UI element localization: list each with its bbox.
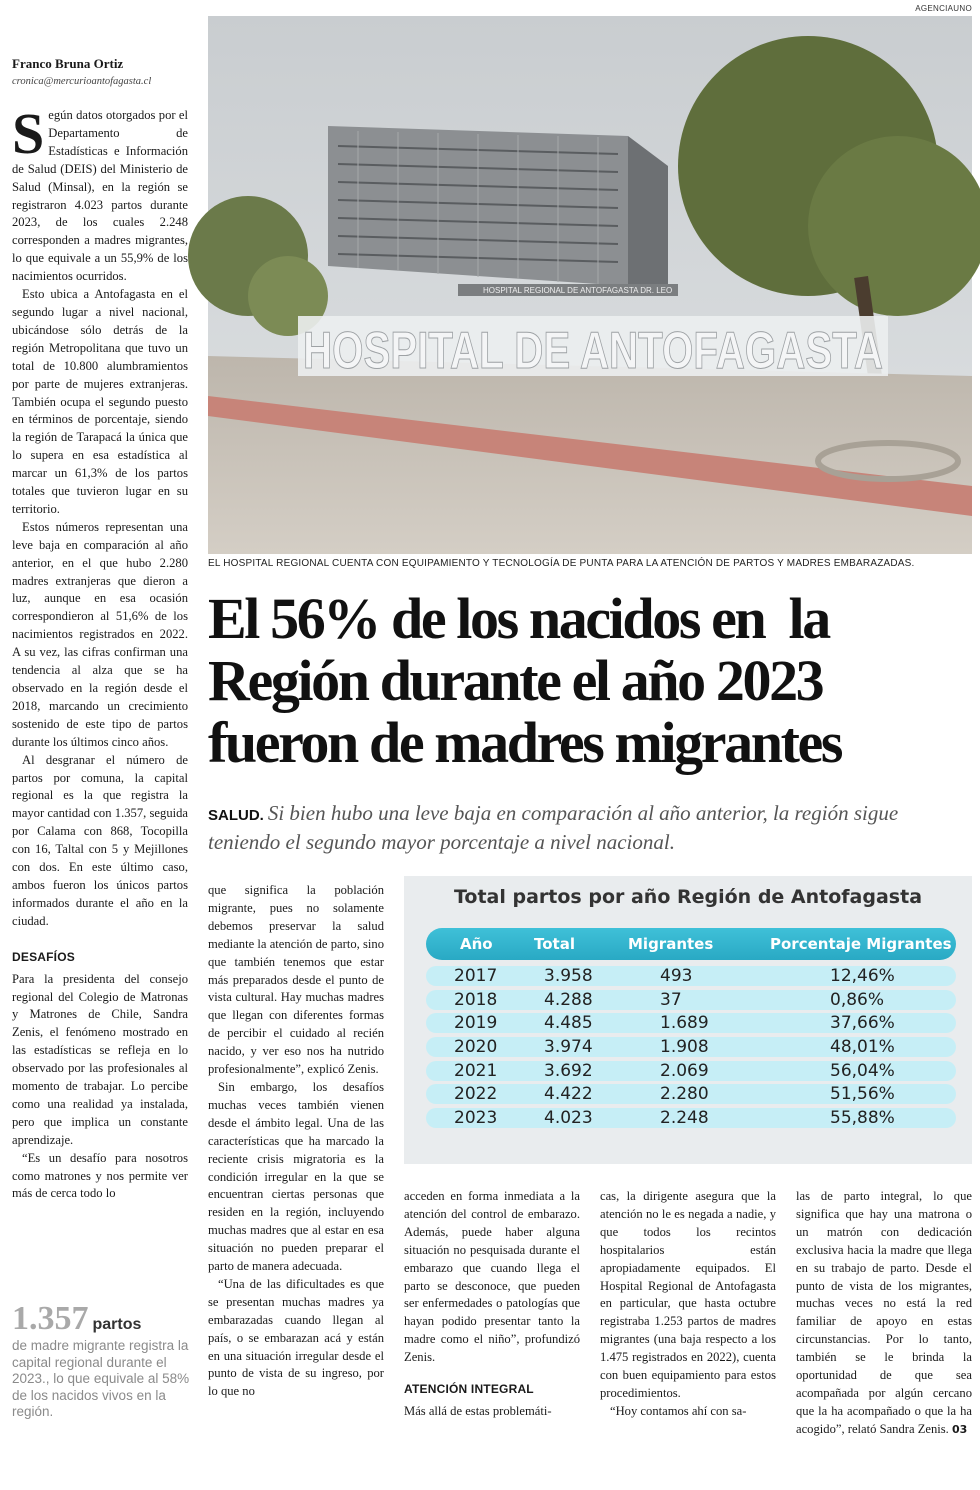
paragraph: “Una de las dificultades es que se presentan muchas madres ya embarazadas cuando llegan al país, o se embarazan acá y están en una situación irregular desde el punto de vista de su ingreso, por lo que no	[208, 1276, 384, 1399]
drop-cap: S	[12, 101, 45, 166]
deck	[208, 800, 972, 856]
headline-line: El 56% de los nacidos en la	[208, 586, 829, 651]
photo-caption: EL HOSPITAL REGIONAL CUENTA CON EQUIPAMIENTO Y TECNOLOGÍA DE PUNTA PARA LA ATENCIÓN DE PARTOS Y MADRES EMBARAZADAS.	[208, 558, 915, 569]
table-row: 2019 4.485 1.689 37,66%	[426, 1013, 956, 1033]
author-name: Franco Bruna Ortiz	[12, 56, 124, 71]
deck-text: Si bien hubo una leve baja en comparación al año anterior, la región sigue teniendo el segundo mayor porcentaje a nivel nacional.	[208, 801, 899, 854]
left-column	[12, 56, 188, 1203]
photo-credit: AGENCIAUNO	[915, 4, 972, 13]
paragraph: Según datos otorgados por el Departamento de Estadísticas e Información de Salud (DEIS) del Ministerio de Salud (Minsal), en la región se registraron 4.023 partos durante 2023, de los cuales 2.248 corresponden a madres migrantes, lo que equivale a un 55,9% de los nacimientos ocurridos.	[12, 101, 188, 284]
paragraph: acceden en forma inmediata a la atención del control de embarazo. Además, puede haber alguna situación no pesquisada durante el embarazo que cuando llega el parto se desconoce, que pueden ser enfermedades o patologías que hayan podido presentar tanto la madre como el niño”, profundizó Zenis.	[404, 1189, 580, 1365]
paragraph: Esto ubica a Antofagasta en el segundo lugar a nivel nacional, ubicándose sólo detrás de la región Metropolitana que tuvo un total de 10.800 alumbramientos por parte de mujeres extranjeras. También ocupa el segundo puesto en términos de porcentaje, siendo la región de Tarapacá la única que lo supera en esa estadística al marcar un 61,3% de los partos totales que tuvieron lugar en su territorio.	[12, 287, 188, 516]
author-email[interactable]: cronica@mercurioantofagasta.cl	[12, 76, 152, 87]
paragraph: Sin embargo, los desafíos muchas veces también vienen desde el ámbito legal. Una de las características que ha marcado la reciente crisis migratoria es la condición irregular en la que se encuentran ciertas personas que residen en la región, incluyendo muchas madres que al estar en esa situación no pueden preparar el parto de manera adecuada.	[208, 1079, 384, 1274]
table-header-row	[426, 928, 956, 960]
table-header-percent: Porcentaje Migrantes	[770, 935, 952, 953]
hospital-photo-illustration	[208, 16, 972, 554]
table-row: 2020 3.974 1.908 48,01%	[426, 1037, 956, 1057]
stat-description: de madre migrante registra la capital regional durante el 2023., lo que equivale al 58% de los nacidos vivos en la región.	[12, 1338, 190, 1419]
headline	[208, 588, 972, 774]
table-header-migrants: Migrantes	[628, 935, 714, 953]
building-sign-text: HOSPITAL REGIONAL DE ANTOFAGASTA DR. LEO	[483, 286, 673, 295]
stat-unit: partos	[92, 1316, 142, 1333]
hospital-photo	[208, 16, 972, 554]
births-table	[404, 876, 972, 1164]
article-body	[12, 101, 188, 1203]
paragraph: “Es un desafío para nosotros como matrones y nos permite ver más de cerca todo lo	[12, 1150, 188, 1201]
article-column-3	[404, 1188, 580, 1421]
paragraph: las de parto integral, lo que significa que hay una matrona o un matrón con dedicación exclusiva hacia la madre que llega en su trabajo de parto. Desde el punto de vista de los migrantes, muchas veces no está la red familiar de apoyo en estas circunstancias. Por lo tanto, también se le brinda la oportunidad de que sea acompañada por algún cercano que la ha acompañado o que la ha acogido”, relató Sandra Zenis. 03	[796, 1189, 972, 1436]
table-header-total: Total	[534, 935, 575, 953]
section-subhead: DESAFÍOS	[12, 949, 75, 964]
paragraph: Al desgranar el número de partos por comuna, la capital regional es la que registra la mayor cantidad con 1.357, seguida por Calama con 868, Tocopilla con 16, Taltal con 5 y Mejillones con dos. En este último caso, ambos fueron los únicos partos informados durante el año en la ciudad.	[12, 752, 188, 928]
end-mark-icon: 03	[951, 1422, 968, 1436]
article-column-2	[208, 882, 384, 1401]
table-row: 2021 3.692 2.069 56,04%	[426, 1061, 956, 1081]
section-subhead: ATENCIÓN INTEGRAL	[404, 1382, 534, 1397]
article-column-4	[600, 1188, 776, 1421]
paragraph: Estos números representan una leve baja en comparación al año anterior, en el que hubo 2.280 madres extranjeras que dieron a luz, aunque en esa ocasión correspondieron al 51,6% de los nacimientos registrados en 2022. A su vez, las cifras confirman una tendencia al alza que se ha observado en la región desde el 2018, marcando un crecimiento sostenido de este tipo de partos durante los últimos cinco años.	[12, 519, 188, 749]
stat-highlight	[12, 1300, 192, 1421]
paragraph: cas, la dirigente asegura que la atención no le es negada a nadie, y que todos los recintos hospitalarios están apropiadamente equipados. El Hospital Regional de Antofagasta en particular, que hasta octubre registraba 1.253 partos de madres migrantes (una baja respecto a los 1.475 registrados en 2022), cuenta con buen equipamiento para estos procedimientos.	[600, 1189, 776, 1400]
table-row: 2022 4.422 2.280 51,56%	[426, 1084, 956, 1104]
paragraph: Más allá de estas problemáti-	[404, 1403, 552, 1418]
table-title: Total partos por año Región de Antofagasta	[453, 886, 923, 908]
table-header-year: Año	[460, 935, 493, 953]
headline-line: fueron de madres migrantes	[208, 710, 842, 775]
article-column-5	[796, 1188, 972, 1439]
table-row: 2023 4.023 2.248 55,88%	[426, 1108, 956, 1128]
paragraph: Para la presidenta del consejo regional del Colegio de Matronas y Matrones de Chile, Sandra Zenis, el fenómeno mostrado en las estadísticas se refleja en lo observado por las profesionales al momento de trabajar. Lo percibe como una realidad ya instalada, pero que implica un constante aprendizaje.	[12, 971, 188, 1147]
table-body	[426, 966, 956, 1132]
table-row: 2018 4.288 37 0,86%	[426, 990, 956, 1010]
table-row: 2017 3.958 493 12,46%	[426, 966, 956, 986]
stat-number: 1.357	[12, 1300, 89, 1337]
deck-label: SALUD.	[208, 807, 264, 824]
headline-line: Región durante el año 2023	[208, 648, 823, 713]
paragraph: que significa la población migrante, pues no solamente debemos preservar la salud mediante la atención de parto, sino que también tenemos que estar más preparados desde el punto de vista cultural. Hay muchas madres que llegan con diferentes formas de percibir el cuidado al recién nacido, y ver eso nos ha nutrido profesionalmente”, explicó Zenis.	[208, 883, 384, 1077]
hospital-letters-sign: HOSPITAL DE ANTOFAGASTA	[303, 322, 883, 380]
paragraph: “Hoy contamos ahí con sa-	[610, 1403, 747, 1418]
